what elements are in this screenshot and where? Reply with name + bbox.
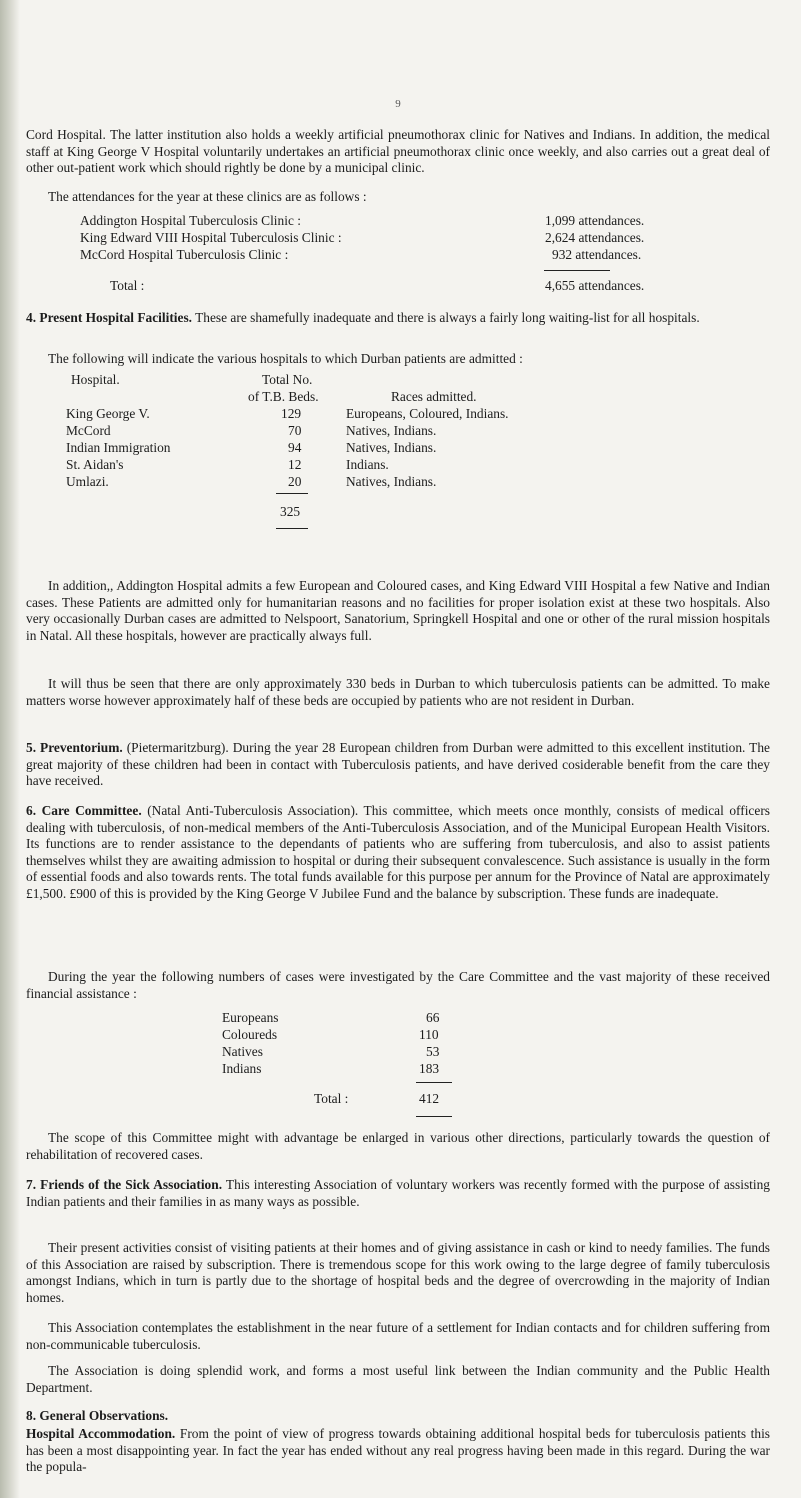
hospital-beds: 94: [288, 440, 302, 455]
section-6-paragraph: [26, 803, 770, 903]
beds-rule-bottom: [276, 528, 308, 529]
hospital-name: McCord: [66, 423, 111, 438]
cases-row: [222, 1044, 440, 1061]
total-rule: [544, 270, 610, 271]
section-8-text: From the point of view of progress towards obtaining additional hospital beds for tuberculosis patients this has been a most disappointing year. In fact the year has ended without any real progress having been made in this regard. During the war the popula-: [26, 1426, 770, 1475]
hospital-row: [66, 423, 770, 440]
hospital-races: Natives, Indians.: [346, 440, 437, 455]
scope-paragraph: The scope of this Committee might with advantage be enlarged in various other directions, particularly towards the question of rehabilitation of recovered cases.: [26, 1130, 770, 1162]
col-races: Races admitted.: [391, 389, 477, 404]
attendance-row: [80, 247, 770, 264]
case-label: Europeans: [222, 1010, 279, 1025]
section-5-paragraph: [26, 740, 770, 790]
case-value: 53: [426, 1044, 440, 1059]
hospital-row: [66, 474, 770, 491]
case-value: 183: [419, 1061, 440, 1076]
cases-lead: During the year the following numbers of cases were investigated by the Care Committee and the vast majority of these received financial assistance :: [26, 969, 770, 1001]
col-hospital: Hospital.: [71, 372, 120, 387]
attendance-value: 1,099 attendances.: [545, 213, 645, 228]
hospital-races: Natives, Indians.: [346, 423, 437, 438]
cases-row: [222, 1010, 440, 1027]
hospital-beds: 70: [288, 423, 302, 438]
hospital-name: Indian Immigration: [66, 440, 171, 455]
page-edge-shadow: [0, 0, 20, 1498]
section-4-text: These are shamefully inadequate and there is always a fairly long waiting-list for all hospitals.: [195, 310, 700, 325]
section-6-text: (Natal Anti-Tuberculosis Association). This committee, which meets once monthly, consists of medical officers dealing with tuberculosis, of non-medical members of the Anti-Tuberculosis Association, and of the Municipal European Health Visitors. Its functions are to render assistance to the dependants of patients who are suffering from tuberculosis, and also to assist patients themselves whilst they are awaiting admission to hospital or during their subsequent convalescence. Such assistance is usually in the form of essential foods and also towards rents. The total funds available for this purpose per annum for the Province of Natal are approximately £1,500. £900 of this is provided by the King George V Jubilee Fund and the balance by subscription. These funds are inadequate.: [26, 803, 770, 901]
hospital-name: Umlazi.: [66, 474, 109, 489]
attendance-value: 2,624 attendances.: [545, 230, 645, 245]
hospital-beds: 129: [281, 406, 302, 421]
clinic-name: King Edward VIII Hospital Tuberculosis Clinic :: [80, 230, 342, 245]
beds-total-row: [66, 504, 770, 521]
section-6-heading: 6. Care Committee.: [26, 803, 142, 818]
friends-activities-paragraph: Their present activities consist of visiting patients at their homes and of giving assistance in cash or kind to needy families. The funds of this Association are raised by subscription. There is tremendous scope for this work owing to the large degree of family tuberculosis amongst Indians, which in turn is partly due to the shortage of hospital beds and the degree of overcrowding in the majority of Indian homes.: [26, 1240, 770, 1305]
section-5-heading: 5. Preventorium.: [26, 740, 123, 755]
hospital-beds: 20: [288, 474, 302, 489]
attendances-lead: The attendances for the year at these clinics are as follows :: [48, 189, 367, 204]
case-label: Coloureds: [222, 1027, 278, 1042]
cases-rule: [416, 1082, 452, 1083]
hospitals-header: [66, 372, 770, 389]
section-7-heading: 7. Friends of the Sick Association.: [26, 1177, 223, 1192]
hospitals-header-2: [66, 389, 770, 406]
clinic-name: McCord Hospital Tuberculosis Clinic :: [80, 247, 289, 262]
col-beds-2: of T.B. Beds.: [248, 389, 319, 404]
case-value: 66: [426, 1010, 440, 1025]
page-number: 9: [395, 98, 401, 110]
section-8-heading-line: [26, 1408, 770, 1425]
cases-table: [222, 1010, 440, 1108]
beds-rule: [276, 493, 308, 494]
cases-row: [222, 1027, 439, 1044]
section-8-heading: 8. General Observations.: [26, 1408, 169, 1423]
hospital-row: [66, 457, 770, 474]
case-label: Indians: [222, 1061, 262, 1076]
clinic-name: Addington Hospital Tuberculosis Clinic :: [80, 213, 301, 228]
cases-row: [222, 1061, 440, 1078]
cases-rule-bottom: [416, 1116, 452, 1117]
section-4-paragraph: [26, 310, 770, 327]
attendance-row: [80, 213, 770, 230]
hospital-name: St. Aidan's: [66, 457, 124, 472]
cases-total-label: Total :: [314, 1091, 349, 1106]
intro-paragraph: Cord Hospital. The latter institution also holds a weekly artificial pneumothorax clinic for Natives and Indians. In addition, the medical staff at King George V Hospital voluntarily undertakes an artificial pneumothorax clinic once weekly, and also carries out a great deal of other out-patient work which should rightly be done by a municipal clinic.: [26, 127, 770, 176]
attendance-row: [80, 230, 770, 247]
hospital-name: King George V.: [66, 406, 150, 421]
total-value: 4,655 attendances.: [545, 278, 645, 293]
section-8-subheading: Hospital Accommodation.: [26, 1426, 176, 1441]
hospital-races: Indians.: [346, 457, 389, 472]
hospital-races: Natives, Indians.: [346, 474, 437, 489]
attendance-total-row: [80, 278, 770, 295]
beds-paragraph: It will thus be seen that there are only approximately 330 beds in Durban to which tuberculosis patients can be admitted. To make matters worse however approximately half of these beds are occupied by patients who are not resident in Durban.: [26, 676, 770, 708]
section-7-paragraph: [26, 1177, 770, 1210]
beds-total: 325: [280, 504, 301, 519]
addition-paragraph: In addition,, Addington Hospital admits a few European and Coloured cases, and King Edward VIII Hospital a few Native and Indian cases. These Patients are admitted only for humanitarian reasons and no facilities for proper isolation exist at these two hospitals. Also very occasionally Durban cases are admitted to Nelspoort, Sanatorium, Springkell Hospital and one or other of the rural mission hospitals in Natal. All these hospitals, however are practically always full.: [26, 578, 770, 643]
hospital-row: [66, 440, 770, 457]
hospitals-lead: The following will indicate the various hospitals to which Durban patients are admitted :: [48, 351, 523, 366]
section-7-text: This interesting Association of voluntary workers was recently formed with the purpose of assisting Indian patients and their families in as many ways as possible.: [26, 1177, 770, 1209]
total-label: Total :: [110, 278, 145, 293]
friends-settlement-paragraph: This Association contemplates the establishment in the near future of a settlement for Indian contacts and for children suffering from non-communicable tuberculosis.: [26, 1320, 770, 1352]
cases-total-row: [222, 1091, 440, 1108]
hospitals-table: [66, 372, 770, 521]
case-label: Natives: [222, 1044, 263, 1059]
hospital-beds: 12: [288, 457, 302, 472]
cases-total-value: 412: [419, 1091, 440, 1106]
col-beds: Total No.: [262, 372, 313, 387]
hospital-row: [66, 406, 770, 423]
case-value: 110: [419, 1027, 439, 1042]
attendances-table: [80, 213, 770, 295]
hospital-races: Europeans, Coloured, Indians.: [346, 406, 509, 421]
section-5-text: (Pietermaritzburg). During the year 28 European children from Durban were admitted to this excellent institution. The great majority of these children had been in contact with Tuberculosis patients, and have derived cosiderable benefit from the care they have received.: [26, 740, 770, 789]
section-8-paragraph: [26, 1426, 770, 1476]
attendance-value: 932 attendances.: [552, 247, 642, 262]
friends-link-paragraph: The Association is doing splendid work, and forms a most useful link between the Indian community and the Public Health Department.: [26, 1363, 770, 1395]
section-4-heading: 4. Present Hospital Facilities.: [26, 310, 192, 325]
